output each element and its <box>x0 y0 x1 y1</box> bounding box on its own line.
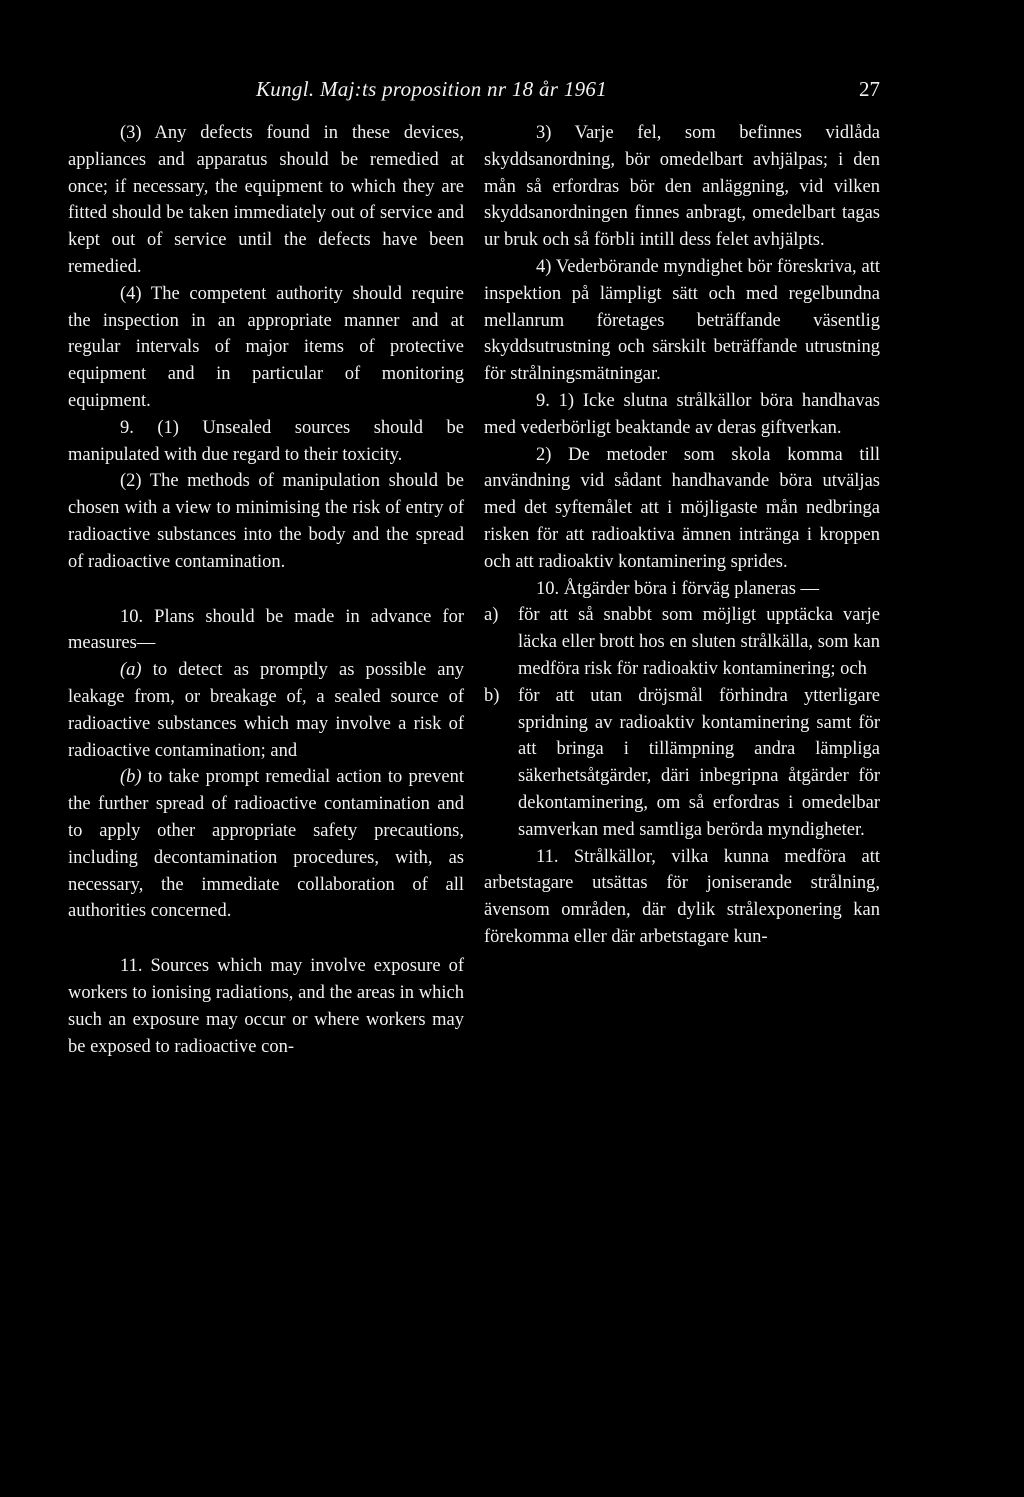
page-header <box>256 74 880 104</box>
sv-item-label-a: a) <box>484 605 499 626</box>
en-paragraph-8-3: (3) Any defects found in these devices, appliances and apparatus should be remedied at once; if necessary, the equipment to which they are fitted should be taken immediately out of service and kept out of service until the defects have been remedied. <box>68 123 464 277</box>
en-paragraph-8-4: (4) The competent authority should require the inspection in an appropriate manner and at regular intervals of major items of protective equipment and in particular of monitoring equipment. <box>68 283 464 411</box>
english-column <box>68 120 464 1060</box>
en-paragraph-10-b <box>68 764 464 925</box>
en-item-text-a: to detect as promptly as possible any leakage from, or breakage of, a sealed source of radioactive substances which may involve a risk of radioactive contamination; and <box>68 660 464 761</box>
sv-paragraph-10-a <box>484 602 880 682</box>
en-paragraph-10-a <box>68 657 464 764</box>
sv-paragraph-11: 11. Strålkällor, vilka kunna medföra att arbetstagare utsättas för joniserande strålning, ävensom områden, där dylik strålexponering kan förekomma eller där arbetstagare kun- <box>484 846 880 947</box>
en-paragraph-9-2: (2) The methods of manipulation should be chosen with a view to minimising the risk of entry of radioactive substances into the body and the spread of radioactive contamination. <box>68 471 464 572</box>
running-title: Kungl. Maj:ts proposition nr 18 år 1961 <box>256 77 608 101</box>
en-item-label-a: (a) <box>120 660 142 681</box>
en-paragraph-11: 11. Sources which may involve exposure of workers to ionising radiations, and the areas in which such an exposure may occur or where workers may be exposed to radioactive con- <box>68 956 464 1057</box>
sv-item-text-b: för att utan dröjsmål förhindra ytterligare spridning av radioaktiv kontaminering samt för att bringa i tillämpning andra lämpliga säkerhetsåtgärder, däri inbegripna åtgärder för dekontaminering, om så erfordras i omedelbar samverkan med samtliga berörda myndigheter. <box>518 685 880 840</box>
sv-paragraph-10-b <box>484 683 880 844</box>
en-item-text-b: to take prompt remedial action to prevent the further spread of radioactive contamination and to apply other appropriate safety precautions, including decontamination procedures, with, as necessary, the immediate collaboration of all authorities concerned. <box>68 767 464 922</box>
en-paragraph-10: 10. Plans should be made in advance for measures— <box>68 606 464 654</box>
sv-item-label-b: b) <box>484 685 500 706</box>
sv-paragraph-9-2: 2) De metoder som skola komma till användning vid sådant handhavande böra utväljas med det syftemålet att i möjligaste mån nedbringa risken för att radioaktiva ämnen intränga i kroppen och att radioaktiv kontaminering sprides. <box>484 444 880 572</box>
sv-paragraph-9-1: 9. 1) Icke slutna strålkällor böra handhavas med vederbörligt beaktande av deras giftverkan. <box>484 390 880 438</box>
sv-paragraph-10: 10. Åtgärder böra i förväg planeras — <box>536 578 820 599</box>
en-item-label-b: (b) <box>120 767 142 788</box>
sv-paragraph-8-4: 4) Vederbörande myndighet bör föreskriva, att inspektion på lämpligt sätt och med regelbundna mellanrum företages beträffande väsentlig skyddsutrustning och särskilt beträffande utrustning för strålningsmätningar. <box>484 256 880 385</box>
page-number: 27 <box>859 77 880 101</box>
sv-item-text-a: för att så snabbt som möjligt upptäcka varje läcka eller brott hos en sluten strålkälla, som kan medföra risk för radioaktiv kontaminering; och <box>518 605 880 679</box>
sv-paragraph-8-3: 3) Varje fel, som befinnes vidlåda skyddsanordning, bör omedelbart avhjälpas; i den mån så erfordras bör den anläggning, vid vilken skyddsanordningen finnes anbragt, omedelbart tagas ur bruk och så förbli intill dess felet avhjälpts. <box>484 123 880 251</box>
swedish-column <box>484 120 880 951</box>
en-paragraph-9-1: 9. (1) Unsealed sources should be manipulated with due regard to their toxicity. <box>68 417 464 465</box>
